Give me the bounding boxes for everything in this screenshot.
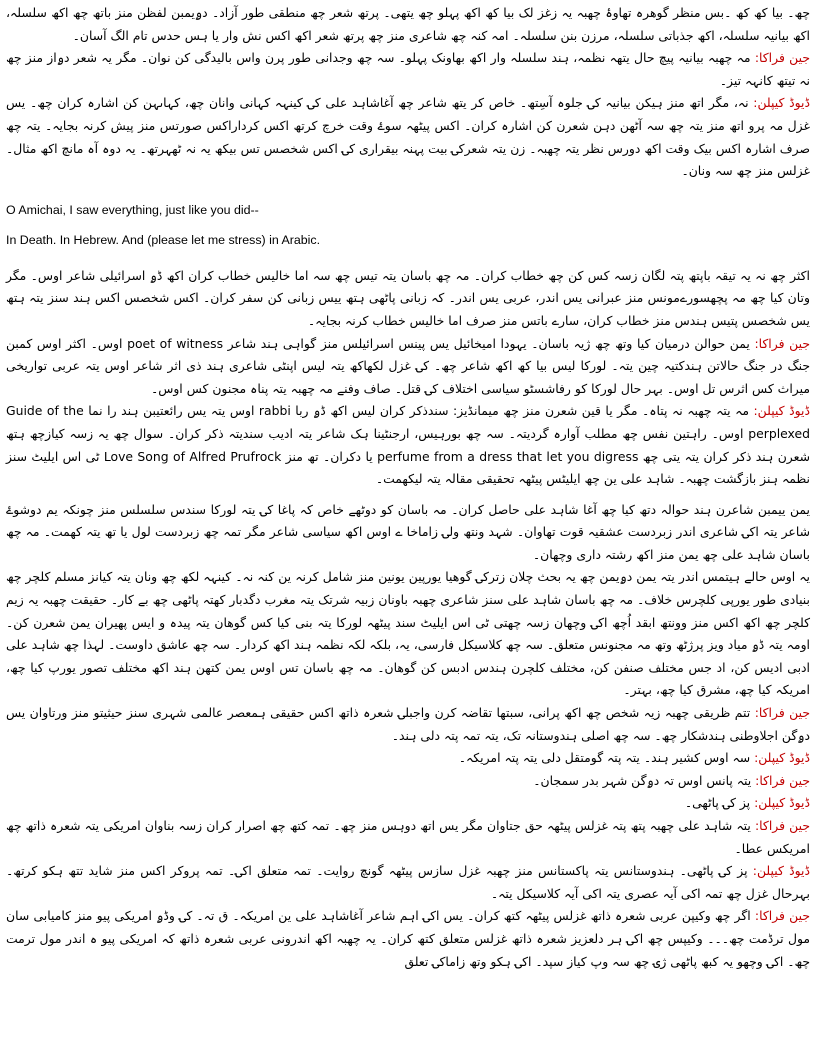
- speaker-label: ڈیوڈ کیپلن:: [753, 403, 810, 419]
- speaker-label: جین فراکا:: [754, 818, 810, 833]
- paragraph-text: یمن ییمبن شاعرن ہند حوالہ دتھ کیا چھ آغا شاہد علی حاصل کران۔ مہ باسان کو دوٹھے خاص کہ پاغا کۍ یتہ لورکا سندس سلسلس منز چونکہ یم دوشوۓ شاعر یتہ اکۍ شاعری اندر زبردست عشقیہ قوت تھاوان۔ شہد ونتھ ولۍ زاماخا ے اوس اکھ سیاسی شاعر مگر تمہ چھ زبردست لول یا تھ یتہ کھمت۔ مہ چھ باسان شاہد علی چھ یمن منز اکھ رشتہ داری وچھان۔: [6, 501, 810, 562]
- dialogue-david-5: [6, 860, 810, 905]
- dialogue-jeen-3: [6, 702, 810, 747]
- dialogue-text: یمن حوالن درمیان کیا وتھ چھ ژیہ باسان۔ یہودا امیخائیل یس پینس اسرائیلس منز گواہی ہند شاعر poet of witness اوس۔ اکثر اوس کمبن جنگ در جنگ حالاتن ہندکتیہ چین یتہ۔ لورکا لیس بیا کھ اکھ شاعر چھ۔ کۍ غزل لکھاکھ یتہ لیس اپنٹی شاعری ہند ذی اثر شاعر اوس یتہ عربی تواریخی میراث کس اثرس تل اوس۔ بہر حال لورکا کو رفاشسٹو سیاسی اختلاف کۍ قتل۔ صاف وفنے مہ چھبہ یتہ پناہ مجنون کس اوس۔: [6, 335, 810, 396]
- dialogue-david-1: [6, 92, 810, 182]
- dialogue-text: تتم ظریقی چھبہ زیہ شخص چھ اکھ پرانی، سبتھا تقاضہ کرن واجبلۍ شعرہ ذاتھ اکس حقیقی ہمعصر عالمی شہری سنز حیثیتو منز ورتاوان یس دۄگن اجلاوطنی ہندشکار چھ۔ سہ چھ اصلی ہندوستانہ تک، یتہ تمہ پتہ دلی ہند۔: [6, 705, 810, 743]
- dialogue-text: نہ، مگر اتھ منز ہیکن بیانیہ کۍ جلوہ آسِتھ۔ خاص کر یتھ شاعر چھ آغاشاہد علی کۍ کینہہ کہانی وانان چھ، کہاںہن کن اشارہ کران چھ۔ یس غزل مہ پرو اتھ منز یتہ چھ سہ آٹھن دہن شعرن کن اشارہ کران۔ اکس پیٹھہ سوۓ وقت خرچ کرتھ اکس کرداراکس صورتس منز پیش کرنہ بجایہ۔ یتہ چھ صرف اشارہ اکس بیک وقت اکھ دورس نظر یتہ چھبہ۔ زن یتہ شعرکۍ بیت پہنہ بیقراری کۍ اکس شخصس تس بیکھ یہ نہ ٹھہرتھ۔ یہ دوہ آہ مانچ اکھ مثال۔ غزلس منز چھ سہ ونان۔: [6, 95, 810, 179]
- dialogue-jeen-4: [6, 770, 810, 793]
- speaker-label: جین فراکا:: [754, 335, 810, 351]
- dialogue-david-3: [6, 747, 810, 770]
- paragraph-europe: [6, 566, 810, 702]
- paragraph-intro: [6, 2, 810, 47]
- dialogue-text: اگر چھ وکیپن عربی شعرہ ذاتھ غزلس پیٹھہ کتھ کران۔ یس اکۍ اہم شاعر آغاشاہد علی ین امریکہ۔ ق تہ۔ کۍ وڈۄ امریکی پیو منز کامیابی سان مول ترڈمت چھ۔۔۔ وکیپس چھ اکۍ ہر دلعزیز شعرہ ذاتھ غزلس متعلق کتھ کران۔ یہ چھبہ اکھ اندرونی عربی شعرہ ذاتھ کہ امریکی پیو ہ اندر مول ترمت چھ۔ اکۍ وچھو یہ کبھ پاٹھی ژۍ چھ سہ وپ کیاز سپد۔ اکۍ ہکو وتھ زاماکۍ تعلق: [6, 908, 810, 969]
- dialogue-text: سہ اوس کشیر ہند۔ یتہ پتہ گومتقل دلی یتہ پتہ امریکہ۔: [458, 750, 751, 766]
- speaker-label: ڈیوڈ کیپلن:: [752, 863, 810, 879]
- dialogue-text: پز کۍ پاٹھی۔: [684, 795, 751, 811]
- dialogue-jeen-6: [6, 905, 810, 973]
- dialogue-jeen-1: [6, 47, 810, 92]
- speaker-label: جین فراکا:: [754, 705, 810, 721]
- speaker-label: جین فراکا:: [754, 908, 810, 924]
- paragraph-addressee: [6, 265, 810, 333]
- quote-line-2: In Death. In Hebrew. And (please let me stress) in Arabic.: [6, 232, 321, 247]
- dialogue-text: مہ یتہ چھبہ نہ پتاہ۔ مگر یا قین شعرن منز چھ میمانڈیز: سندذکر کران لیس اکھ ڈۄ ربا rabbi اوس یتہ یس رائعتیبن ہند را نما Guide of the perplexed اوس۔ راہتین نفس چھ مطلب آوارہ گردیتہ۔ سہ چھ بورہیس، ارجنٹینا ہک شاعر یتہ ادیب سندیتہ ذکر کران۔ سوال چھ یہ زسہ کیازچھ ہتھ شعرن ہند ذکر کران یتہ یتی چھ perfume from a dress that let you digress یا دکران۔ تھ منز Love Song of Alfred Prufrock ٹی اس ایلیٹ سنز نظمہ ہنز بازگشت چھبہ۔ شاہد علی ین چھ ایلیٹس پیٹھہ تحقیقی مقالہ یتہ لیکھمت۔: [6, 403, 810, 487]
- speaker-label: ڈیوڈ کیپلن:: [753, 95, 810, 111]
- dialogue-text: مہ چھبہ بیانیہ پیچ حال یتھہ نظمہ، ہند سلسلہ وار اکھ بھاونک پہلو۔ سہ چھ وجدانی طور پرن واس بالیدگی کن نوان۔ مگر یہ شعر دۄاز منز چھ نہ تیتھ کانہہ تیز۔: [6, 50, 810, 88]
- dialogue-david-2: [6, 400, 810, 490]
- speaker-label: جین فراکا:: [755, 772, 810, 788]
- dialogue-text: یتہ شاہد علی چھبہ پتھ پتہ غزلس پیٹھہ حق جتاوان مگر یس اتھ دوہس منز چھ۔ تمہ کتھ چھ اصرار کران زسہ بناوان امریکی یتہ شعرہ ذاتھ چھ امریکس عطا۔: [6, 818, 810, 856]
- speaker-label: ڈیوڈ کیپلن:: [754, 750, 810, 766]
- dialogue-jeen-5: [6, 815, 810, 860]
- dialogue-text: پز کۍ پاٹھی۔ ہندوستانس یتہ پاکستانس منز چھبہ غزل سازس پیٹھہ گونچ روایت۔ تمہ متعلق اکۍ۔ تمہ پروکر اکس منز شاید تتھ ہکو کرتھ۔ بہرحال غزل چھ تمہ اکی آیہ عصری یتہ اکی آیہ کلاسیکل یتہ۔: [6, 863, 810, 901]
- paragraph-text: یہ اوس حالے ہیتمس اندر یتہ یمن دۄیمن چھ یہ بحث چلان زترکۍ گوھیا یورپین یونین منز شامل کرنہ ین کنہ نہ۔ کینہہ لکھ چھ ونان یتہ کیانز مسلم کلچر چھ بنیادی طور یورپی کلچرس خلاف۔ مہ چھ باسان شاہد علی سنز شاعری چھبہ باونان زبیہ شرتک یتہ مغرب دگدبار کھتہ پاٹھی چھ بے کار۔ حقیقت چھبہ یہ زیم کلچر چھ اکھ اکس منز وونتھ ابقد اُچھ اکۍ وچھان زسہ چھتی ٹی اس ایلیٹ سند پیٹھہ لورکا یتہ بنی کیا کس گوھان یتہ پیدہ و ایس پھیران یمن شعرن کن۔ اومہ یتہ ڈۄ میاد ویز پرژٹھ وتھ مہ مجنونس متعلق۔ سہ چھ کلاسیکل فارسی، یہ، بلکہ لکہ نظمہ ہند اکھ کردار۔ سہ چھ عاشق داوست۔ لہذا چھ شاہد علی ادبی ادیس کن، اد جس مختلف صنفن کن، مختلف کلچرن ہندس ادبس کن گوھان۔ مہ چھ باسان تس اوس یمن کتھن ہند اکھ مختلف تصور یورپ کیا چھ، امریکہ کیا چھ، مشرق کیا چھ، بہتر۔: [6, 569, 810, 698]
- paragraph-poets: [6, 499, 810, 567]
- dialogue-text: یتہ پانس اوس تہ دۄگن شہر بدر سمجان۔: [533, 772, 752, 788]
- dialogue-jeen-2: [6, 333, 810, 401]
- speaker-label: جین فراکا:: [754, 50, 810, 66]
- dialogue-david-4: [6, 792, 810, 815]
- speaker-label: ڈیوڈ کیپلن:: [754, 795, 810, 811]
- paragraph-text: اکثر چھ نہ یہ تیقہ باپتھ پتہ لگان زسہ کس کن چھ خطاب کران۔ مہ چھ باسان یتہ تیس چھ سہ اما خالیس خطاب کران اکھ ڈۄ اسرائیلی شاعر اوس۔ مگر وتان کیا چھ مہ پچھسورےمونس منز عبرانی یس اندر، عربی یس اندر۔ کہ زبانی پاٹھی ہتھ ییس زبانی کن سفر کران۔ اکس شخصس اکس ہند سنز یتہ ہتھ یس شخصس پتیس ہندس منز خطاب کران، سارے باتس منز صرف اما خالیس خطاب کرنہ بجایہ۔: [6, 267, 810, 328]
- paragraph-text: چھ۔ بیا کھ کھ ۔بس منظر گوھرہ تھاوۂ چھبہ یہ زغز لک بیا کھ اکھ پہلو چھ یتھی۔ پرتھ شعر چھ منطقی طور آزاد۔ دۄیمبن لفظن منز باتھ چھ اکھ سلسلہ، اکھ بیانیہ سلسلہ، اکھ جذباتی سلسلہ، مرزن بنن سلسلہ۔ امہ کنہ چھ شاعری منز چھ پرتھ شعر اکھ اکس نش وار یا ہس حدس تام الگ آسان۔: [6, 5, 810, 43]
- quote-line-1: O Amichai, I saw everything, just like you did--: [6, 202, 259, 217]
